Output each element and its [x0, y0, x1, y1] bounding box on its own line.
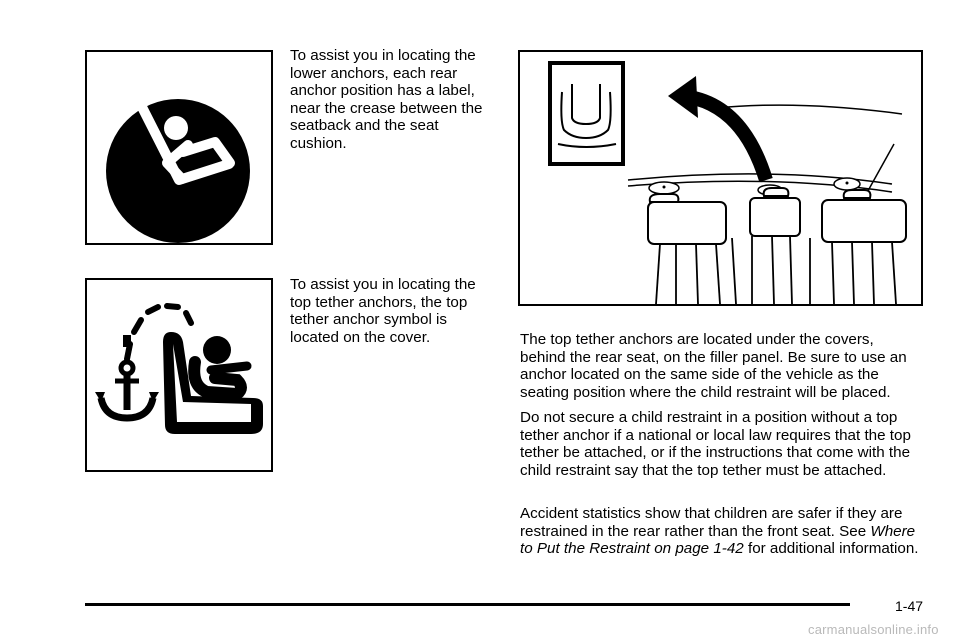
page-number: 1-47: [895, 598, 924, 614]
cross-reference-link[interactable]: Where to Put the Restraint on page 1-42: [520, 522, 916, 557]
para3-tail: for additional information.: [743, 540, 919, 557]
top-tether-figure: [85, 278, 273, 472]
footer-rule: [85, 603, 850, 606]
top-tether-anchor-icon: [87, 280, 271, 470]
lower-anchor-caption: To assist you in locating the lower anchors, each rear anchor position has a label, near the crease between the seatback and the seat cushion.: [290, 47, 483, 152]
watermark: carmanualsonline.info: [808, 622, 939, 637]
body-paragraph-accident-statistics: [520, 505, 920, 558]
rear-seat-figure: [518, 50, 923, 306]
para3-lead: Accident statistics show that children are safer if they are restrained in the rear rather than the front seat. See: [520, 505, 903, 540]
lower-anchor-figure: [85, 50, 273, 245]
body-paragraph-tether-warning: Do not secure a child restraint in a position without a top tether anchor if a national or local law requires that the top tether be attached, or if the instructions that come with the child restraint say that the top tether must be attached.: [520, 409, 911, 479]
child-seat-lower-anchor-icon: [87, 52, 271, 243]
body-paragraph-tether-location: The top tether anchors are located under the covers, behind the rear seat, on the filler panel. Be sure to use an anchor located on the same side of the vehicle as the seating position where the child restraint will be placed.: [520, 331, 907, 401]
rear-seat-tether-cover-illustration: [520, 52, 921, 304]
top-tether-caption: To assist you in locating the top tether anchors, the top tether anchor symbol is located on the cover.: [290, 276, 476, 346]
